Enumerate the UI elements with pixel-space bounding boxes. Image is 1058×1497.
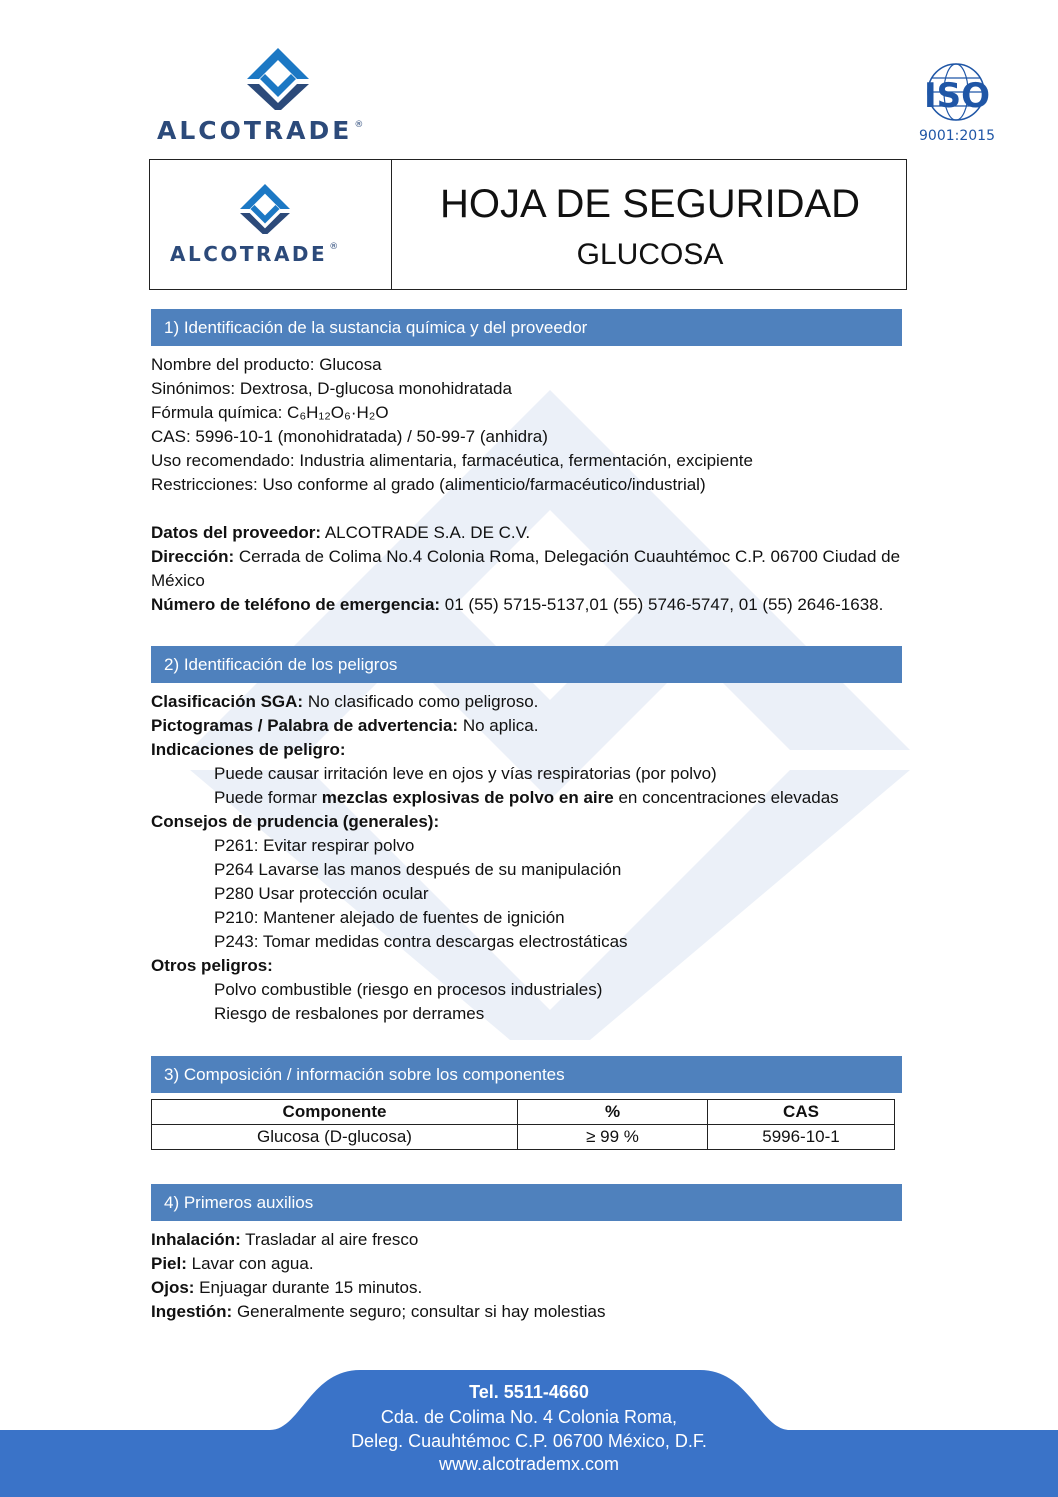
footer-address-line: Deleg. Cuauhtémoc C.P. 06700 México, D.F.	[351, 1431, 707, 1451]
first-aid-value: Trasladar al aire fresco	[240, 1230, 419, 1249]
first-aid-value: Generalmente seguro; consultar si hay molestias	[232, 1302, 606, 1321]
brand-name: ALCOTRADE	[170, 242, 328, 266]
table-cell: ≥ 99 %	[518, 1125, 708, 1150]
registered-mark: ®	[329, 242, 341, 252]
sga-label: Clasificación SGA:	[151, 692, 304, 711]
pictograms-value: No aplica.	[458, 716, 539, 735]
first-aid-item	[151, 1276, 422, 1300]
column-header: CAS	[708, 1100, 895, 1125]
restrictions: Restricciones: Uso conforme al grado (alimenticio/farmacéutico/industrial)	[151, 475, 706, 494]
supplier-data	[151, 521, 530, 545]
other-hazards-label: Otros peligros:	[151, 956, 273, 975]
registered-mark: ®	[354, 120, 367, 130]
column-header: %	[518, 1100, 708, 1125]
iso-standard: 9001:2015	[919, 128, 995, 144]
header-logo-cell	[150, 160, 392, 289]
cas-number: CAS: 5996-10-1 (monohidratada) / 50-99-7 (anhidra)	[151, 427, 548, 446]
synonyms: Sinónimos: Dextrosa, D-glucosa monohidratada	[151, 379, 512, 398]
page-footer	[0, 1340, 1058, 1497]
composition-table	[151, 1099, 895, 1150]
hazard-item: Puede causar irritación leve en ojos y vías respiratorias (por polvo)	[214, 764, 717, 783]
document-title: HOJA DE SEGURIDAD	[439, 182, 861, 226]
advice-item: P264 Lavarse las manos después de su manipulación	[214, 860, 622, 879]
advice-item: P280 Usar protección ocular	[214, 884, 429, 903]
advice-item: P243: Tomar medidas contra descargas electrostáticas	[214, 932, 628, 951]
pictograms-label: Pictogramas / Palabra de advertencia:	[151, 716, 459, 735]
address-continued: México	[151, 571, 205, 590]
hazard-item	[214, 786, 839, 810]
other-hazard-item: Riesgo de resbalones por derrames	[214, 1004, 485, 1023]
hazard-label: Indicaciones de peligro:	[151, 740, 346, 759]
advice-label: Consejos de prudencia (generales):	[151, 812, 440, 831]
supplier-address	[151, 545, 900, 569]
footer-phone: Tel. 5511-4660	[469, 1382, 589, 1402]
section-2-header: 2) Identificación de los peligros	[151, 646, 902, 683]
first-aid-label: Piel:	[151, 1254, 187, 1273]
first-aid-item	[151, 1300, 605, 1324]
hazard-text: en concentraciones elevadas	[613, 788, 839, 807]
product-name: Nombre del producto: Glucosa	[151, 355, 382, 374]
first-aid-value: Lavar con agua.	[186, 1254, 314, 1273]
document-header	[149, 159, 907, 290]
footer-address-line: Cda. de Colima No. 4 Colonia Roma,	[380, 1407, 678, 1427]
table-cell: Glucosa (D-glucosa)	[152, 1125, 518, 1150]
first-aid-label: Ingestión:	[151, 1302, 233, 1321]
table-cell: 5996-10-1	[708, 1125, 895, 1150]
sga-value: No clasificado como peligroso.	[303, 692, 539, 711]
first-aid-label: Ojos:	[151, 1278, 195, 1297]
hazard-emphasis: mezclas explosivas de polvo en aire	[321, 788, 614, 807]
supplier-label: Datos del proveedor:	[151, 523, 322, 542]
first-aid-item	[151, 1252, 314, 1276]
brand-name: ALCOTRADE	[157, 116, 353, 145]
alcotrade-logo-icon	[240, 184, 290, 234]
first-aid-value: Enjuagar durante 15 minutos.	[194, 1278, 423, 1297]
chemical-formula: Fórmula química: C₆H₁₂O₆·H₂O	[151, 403, 389, 422]
iso-badge	[912, 62, 1002, 150]
supplier-value: ALCOTRADE S.A. DE C.V.	[321, 523, 531, 542]
address-value: Cerrada de Colima No.4 Colonia Roma, Delegación Cuauhtémoc C.P. 06700 Ciudad de	[234, 547, 901, 566]
advice-item: P210: Mantener alejado de fuentes de ignición	[214, 908, 565, 927]
recommended-use: Uso recomendado: Industria alimentaria, farmacéutica, fermentación, excipiente	[151, 451, 753, 470]
document-subtitle: GLUCOSA	[576, 238, 724, 271]
first-aid-label: Inhalación:	[151, 1230, 241, 1249]
iso-label: ISO	[923, 76, 991, 116]
table-row	[152, 1125, 895, 1150]
section-1-header: 1) Identificación de la sustancia química y del proveedor	[151, 309, 902, 346]
advice-item: P261: Evitar respirar polvo	[214, 836, 415, 855]
section-3-header: 3) Composición / información sobre los componentes	[151, 1056, 902, 1093]
emergency-phone	[151, 593, 883, 617]
phone-label: Número de teléfono de emergencia:	[151, 595, 441, 614]
address-label: Dirección:	[151, 547, 235, 566]
sga-classification	[151, 690, 538, 714]
table-header-row	[152, 1100, 895, 1125]
brand-logo	[155, 48, 415, 148]
phone-value: 01 (55) 5715-5137,01 (55) 5746-5747, 01 (55) 2646-1638.	[440, 595, 884, 614]
column-header: Componente	[152, 1100, 518, 1125]
hazard-text: Puede formar	[214, 788, 322, 807]
section-4-header: 4) Primeros auxilios	[151, 1184, 902, 1221]
alcotrade-logo-icon	[247, 48, 309, 110]
other-hazard-item: Polvo combustible (riesgo en procesos industriales)	[214, 980, 603, 999]
pictograms	[151, 714, 538, 738]
footer-website: www.alcotrademx.com	[438, 1454, 620, 1474]
first-aid-item	[151, 1228, 418, 1252]
